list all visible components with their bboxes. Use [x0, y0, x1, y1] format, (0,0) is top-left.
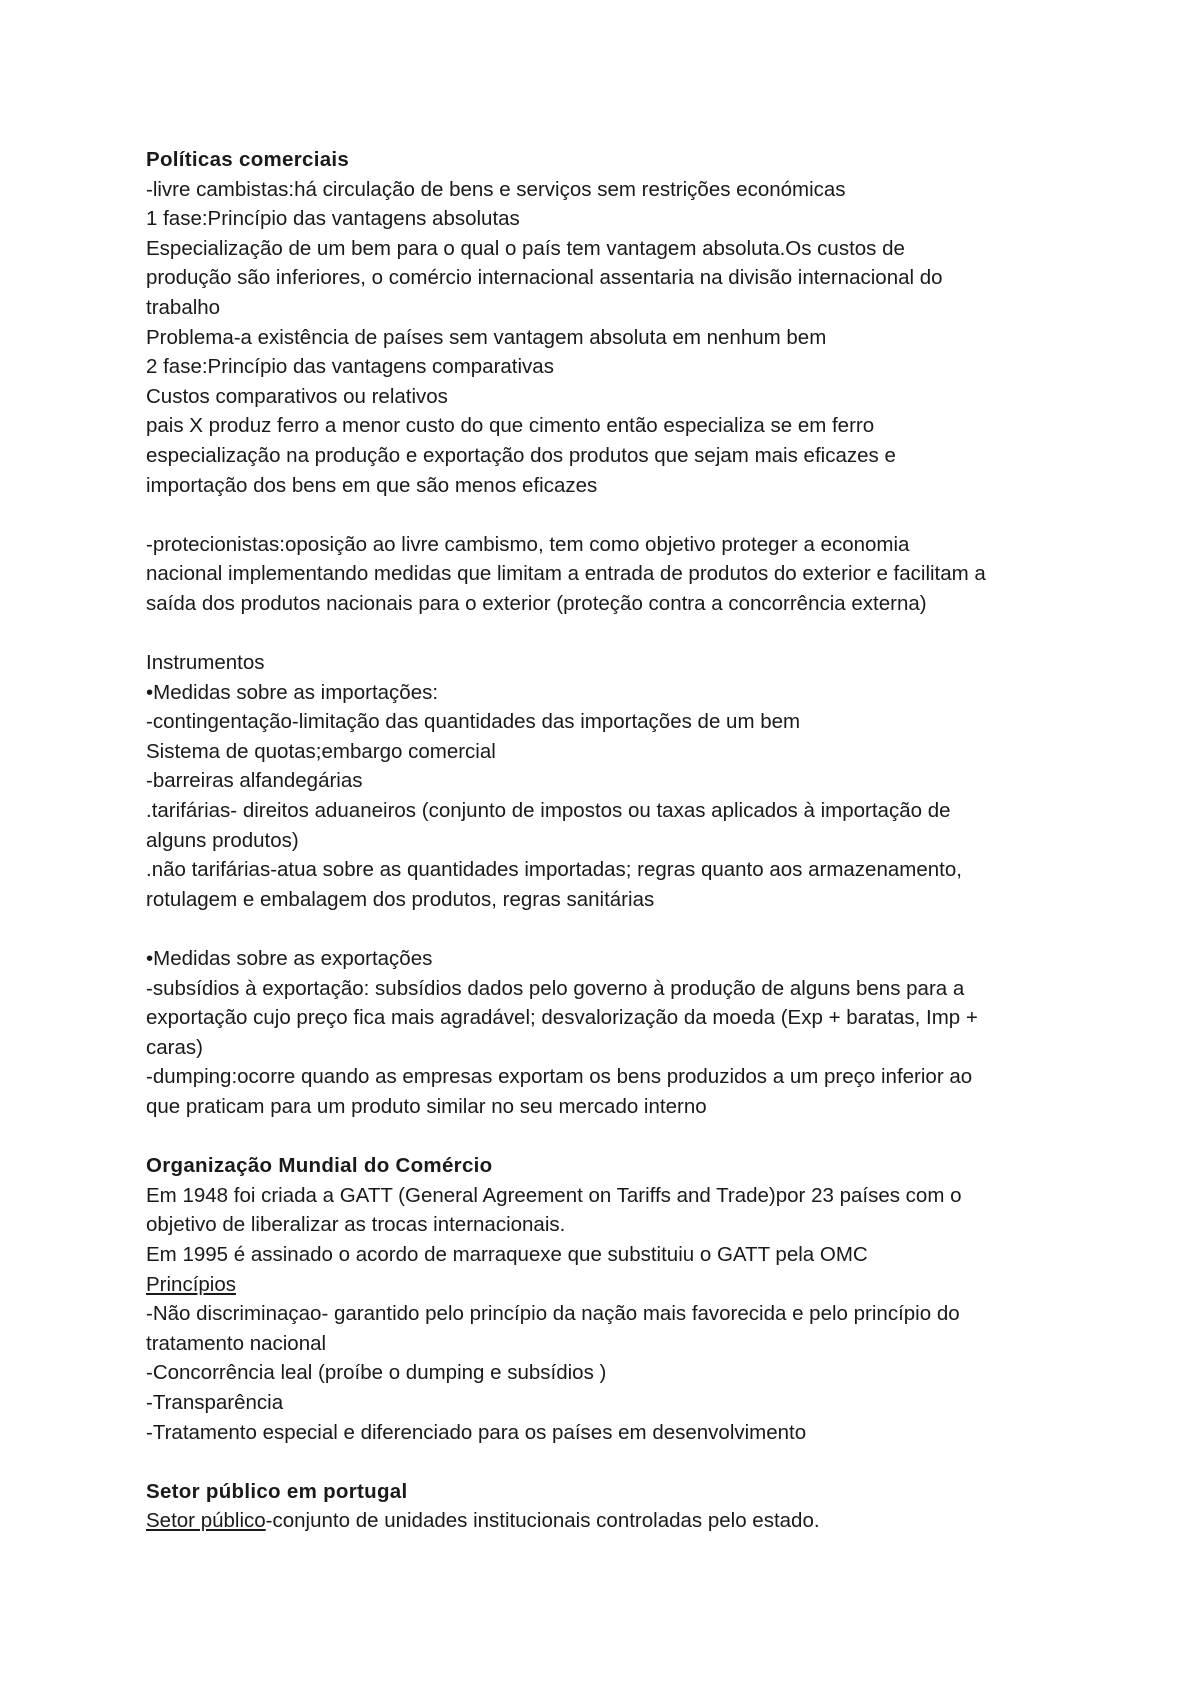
text-line: pais X produz ferro a menor custo do que cimento então especializa se em ferro [146, 414, 875, 438]
section-heading-politicas-comerciais: Políticas comerciais [146, 148, 350, 171]
text-line: -contingentação-limitação das quantidades das importações de um bem [146, 710, 801, 734]
definition-line [146, 1506, 1076, 1536]
text-line: especialização na produção e exportação dos produtos que sejam mais eficazes e [146, 443, 896, 467]
document-body [146, 145, 1076, 1536]
blank-line [146, 500, 1076, 530]
text-line: Custos comparativos ou relativos [146, 384, 448, 408]
text-line: importação dos bens em que são menos eficazes [146, 473, 598, 497]
text-line: .não tarifárias-atua sobre as quantidades importadas; regras quanto aos armazenamento, [146, 858, 962, 882]
text-line: -subsídios à exportação: subsídios dados pelo governo à produção de alguns bens para a [146, 976, 965, 1000]
text-line: rotulagem e embalagem dos produtos, regras sanitárias [146, 887, 655, 911]
defined-term: Setor público [146, 1509, 266, 1533]
text-line: trabalho [146, 295, 221, 319]
text-line: Em 1948 foi criada a GATT (General Agreement on Tariffs and Trade)por 23 países com o [146, 1183, 962, 1207]
text-line: Problema-a existência de países sem vantagem absoluta em nenhum bem [146, 325, 827, 349]
blank-line [146, 1447, 1076, 1477]
text-line: Especialização de um bem para o qual o país tem vantagem absoluta.Os custos de [146, 236, 905, 260]
blank-line [146, 914, 1076, 944]
bullet-item: •Medidas sobre as importações: [146, 680, 439, 704]
text-line: exportação cujo preço fica mais agradável; desvalorização da moeda (Exp + baratas, Imp + [146, 1006, 978, 1030]
text-line: -Tratamento especial e diferenciado para os países em desenvolvimento [146, 1420, 807, 1444]
text-line: -Não discriminaçao- garantido pelo princípio da nação mais favorecida e pelo princípio do [146, 1302, 960, 1326]
text-line: saída dos produtos nacionais para o exterior (proteção contra a concorrência externa) [146, 591, 927, 615]
section-heading-omc: Organização Mundial do Comércio [146, 1154, 493, 1178]
text-line: .tarifárias- direitos aduaneiros (conjunto de impostos ou taxas aplicados à importação de [146, 799, 951, 823]
subheading-principios: Princípios [146, 1272, 237, 1296]
subheading-instrumentos: Instrumentos [146, 651, 265, 675]
text-line: caras) [146, 1035, 203, 1059]
text-line: -Transparência [146, 1390, 284, 1414]
text-line: que praticam para um produto similar no seu mercado interno [146, 1095, 707, 1118]
definition-text: -conjunto de unidades institucionais controladas pelo estado. [265, 1509, 820, 1533]
text-line: -livre cambistas:há circulação de bens e serviços sem restrições económicas [146, 177, 846, 201]
text-line: tratamento nacional [146, 1331, 327, 1355]
text-line: -barreiras alfandegárias [146, 769, 363, 793]
text-line: -Concorrência leal (proíbe o dumping e subsídios ) [146, 1361, 607, 1385]
text-line: alguns produtos) [146, 828, 299, 852]
blank-line [146, 619, 1076, 649]
text-line: produção são inferiores, o comércio internacional assentaria na divisão internacional do [146, 266, 943, 290]
blank-line [146, 1122, 1076, 1152]
section-heading-setor-publico: Setor público em portugal [146, 1479, 408, 1503]
text-line: Sistema de quotas;embargo comercial [146, 739, 496, 763]
text-line: 1 fase:Princípio das vantagens absolutas [146, 207, 520, 231]
bullet-item: •Medidas sobre as exportações [146, 947, 433, 971]
text-line: Em 1995 é assinado o acordo de marraquexe que substituiu o GATT pela OMC [146, 1242, 868, 1266]
text-line: nacional implementando medidas que limitam a entrada de produtos do exterior e facilitam a [146, 562, 986, 586]
text-line: 2 fase:Princípio das vantagens comparativas [146, 355, 554, 379]
text-line: objetivo de liberalizar as trocas internacionais. [146, 1213, 566, 1237]
text-line: -protecionistas:oposição ao livre cambismo, tem como objetivo proteger a economia [146, 532, 910, 556]
text-line: -dumping:ocorre quando as empresas exportam os bens produzidos a um preço inferior ao [146, 1065, 973, 1089]
